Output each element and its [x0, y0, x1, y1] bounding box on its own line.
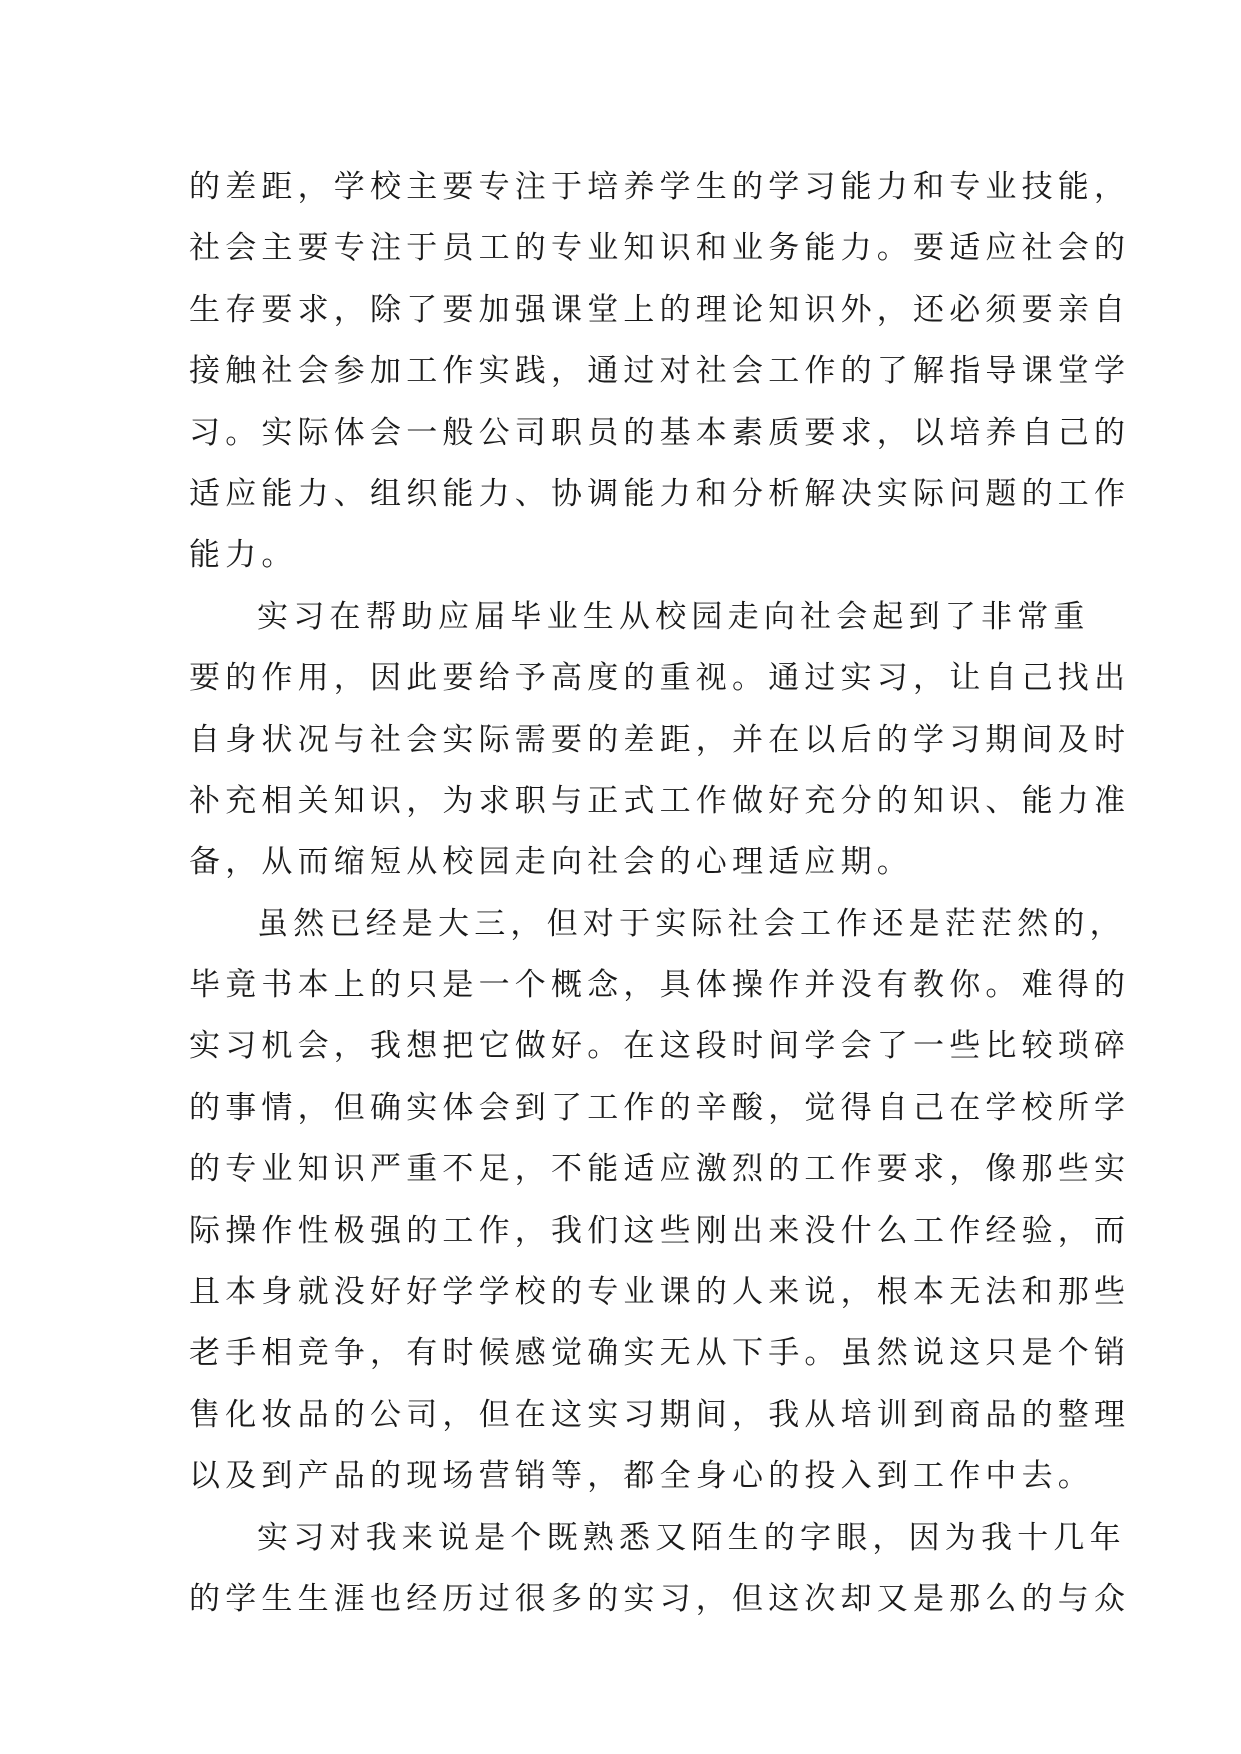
text-line: 适应能力、组织能力、协调能力和分析解决实际问题的工作	[189, 475, 1131, 512]
paragraph-3	[189, 894, 1131, 1508]
text-line: 自身状况与社会实际需要的差距，并在以后的学习期间及时	[189, 721, 1131, 758]
text-line: 的专业知识严重不足，不能适应激烈的工作要求，像那些实	[189, 1151, 1131, 1188]
text-line: 要的作用，因此要给予高度的重视。通过实习，让自己找出	[189, 660, 1131, 697]
body-text	[189, 157, 1131, 1630]
text-line: 生存要求，除了要加强课堂上的理论知识外，还必须要亲自	[189, 291, 1131, 328]
text-line: 的事情，但确实体会到了工作的辛酸，觉得自己在学校所学	[189, 1089, 1131, 1126]
text-line: 虽然已经是大三，但对于实际社会工作还是茫茫然的，	[257, 905, 1126, 942]
text-line: 毕竟书本上的只是一个概念，具体操作并没有教你。难得的	[189, 967, 1131, 1004]
text-line: 接触社会参加工作实践，通过对社会工作的了解指导课堂学	[189, 353, 1131, 390]
paragraph-4	[189, 1508, 1131, 1631]
text-line: 的差距，学校主要专注于培养学生的学习能力和专业技能，	[189, 169, 1131, 205]
text-line: 备，从而缩短从校园走向社会的心理适应期。	[189, 844, 913, 881]
text-line: 能力。	[189, 537, 298, 574]
text-line: 实习机会，我想把它做好。在这段时间学会了一些比较琐碎	[189, 1028, 1131, 1065]
paragraph-2	[189, 587, 1131, 894]
text-line: 际操作性极强的工作，我们这些刚出来没什么工作经验，而	[189, 1212, 1131, 1249]
text-line: 社会主要专注于员工的专业知识和业务能力。要适应社会的	[189, 230, 1131, 267]
paragraph-1	[189, 157, 1131, 587]
text-line: 补充相关知识，为求职与正式工作做好充分的知识、能力准	[189, 782, 1131, 819]
text-line: 习。实际体会一般公司职员的基本素质要求，以培养自己的	[189, 414, 1131, 451]
text-line: 售化妆品的公司，但在这实习期间，我从培训到商品的整理	[189, 1396, 1131, 1433]
text-line: 的学生生涯也经历过很多的实习，但这次却又是那么的与众	[189, 1580, 1131, 1617]
text-line: 实习在帮助应届毕业生从校园走向社会起到了非常重	[257, 598, 1090, 635]
text-line: 以及到产品的现场营销等，都全身心的投入到工作中去。	[189, 1458, 1094, 1495]
text-line: 实习对我来说是个既熟悉又陌生的字眼，因为我十几年	[257, 1519, 1126, 1556]
text-line: 老手相竞争，有时候感觉确实无从下手。虽然说这只是个销	[189, 1335, 1131, 1372]
text-line: 且本身就没好好学学校的专业课的人来说，根本无法和那些	[189, 1274, 1131, 1311]
